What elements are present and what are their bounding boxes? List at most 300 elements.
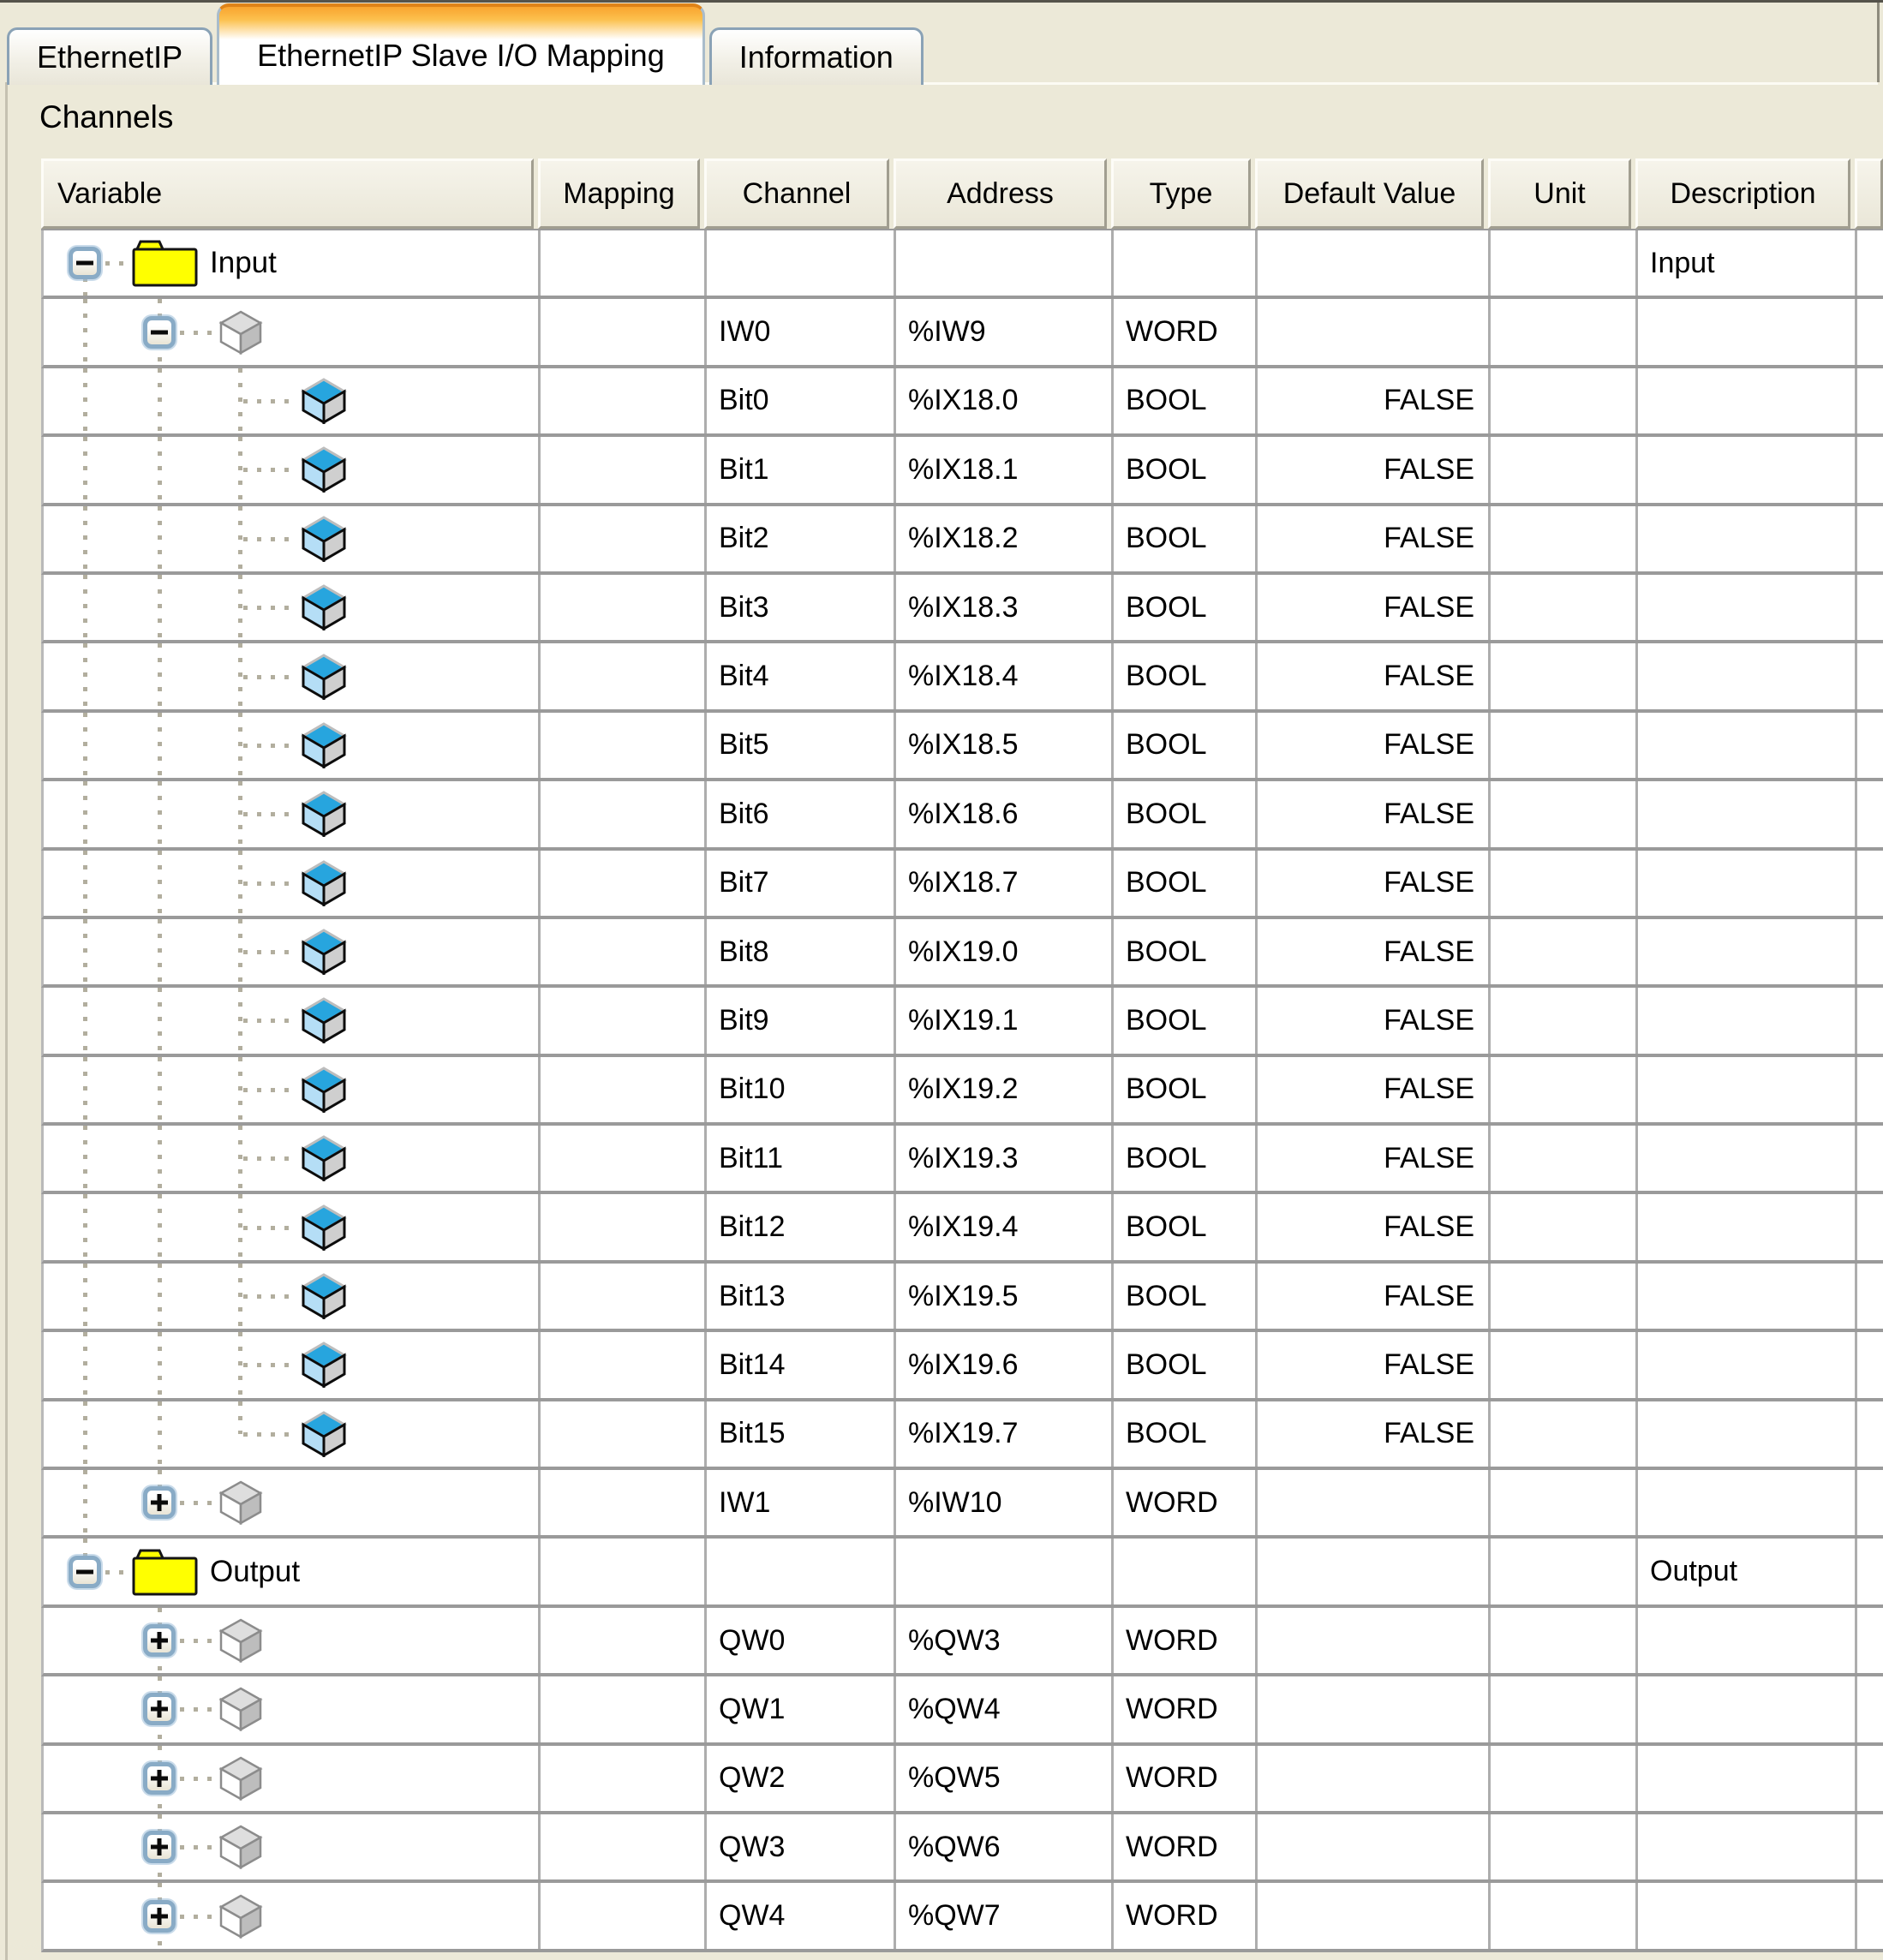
- channel-cell: Bit11: [707, 1126, 896, 1191]
- unit-cell: [1491, 1676, 1638, 1742]
- extra-cell: [1857, 1883, 1883, 1948]
- mapping-cell: [541, 437, 707, 502]
- description-cell: [1638, 299, 1857, 364]
- folder-icon: [131, 238, 200, 296]
- extra-cell: [1857, 1814, 1883, 1879]
- tree-guide-line: [238, 506, 242, 571]
- tree-guide-line: [238, 1057, 242, 1122]
- tree-branch-line: [243, 537, 295, 541]
- extra-cell: [1857, 230, 1883, 296]
- variable-label: Output: [210, 1554, 301, 1588]
- table-row[interactable]: [41, 1057, 1883, 1126]
- tree-guide-line: [158, 1332, 162, 1397]
- mapping-cell: [541, 1608, 707, 1673]
- tree-branch-line: [105, 1570, 125, 1575]
- default-value-cell: FALSE: [1258, 1126, 1491, 1191]
- tree-guide-line: [238, 643, 242, 708]
- type-cell: BOOL: [1114, 1057, 1258, 1122]
- channel-cell: QW1: [707, 1676, 896, 1742]
- type-cell: BOOL: [1114, 1126, 1258, 1191]
- variable-cell: [44, 643, 541, 708]
- mapping-cell: [541, 1057, 707, 1122]
- channel-cell: Bit5: [707, 713, 896, 778]
- address-cell: %IX18.1: [896, 437, 1114, 502]
- tree-branch-line: [105, 261, 125, 266]
- column-header-blank[interactable]: [1855, 158, 1883, 229]
- pane-right-shadow: [1877, 3, 1880, 82]
- table-row[interactable]: [41, 437, 1883, 505]
- tree-guide-line: [83, 1057, 87, 1122]
- tab-ethernetip-slave-i-o-mapping[interactable]: EthernetIP Slave I/O Mapping: [217, 3, 705, 85]
- type-cell: WORD: [1114, 299, 1258, 364]
- tree-branch-line: [243, 1363, 295, 1367]
- extra-cell: [1857, 1194, 1883, 1259]
- default-value-cell: [1258, 1539, 1491, 1604]
- column-header-description[interactable]: Description: [1635, 158, 1850, 229]
- extra-cell: [1857, 1057, 1883, 1122]
- tree-guide-line: [83, 851, 87, 916]
- column-header-unit[interactable]: Unit: [1488, 158, 1631, 229]
- type-cell: BOOL: [1114, 919, 1258, 984]
- default-value-cell: [1258, 1814, 1491, 1879]
- default-value-cell: FALSE: [1258, 713, 1491, 778]
- bit-channel-icon: [301, 1204, 347, 1258]
- unit-cell: [1491, 713, 1638, 778]
- variable-cell: [44, 575, 541, 640]
- variable-cell: [44, 506, 541, 571]
- description-cell: [1638, 1264, 1857, 1329]
- tree-guide-line: [83, 713, 87, 778]
- tree-guide-line: [158, 643, 162, 708]
- tree-branch-line: [180, 1501, 212, 1505]
- variable-cell: [44, 1676, 541, 1742]
- variable-cell: [44, 919, 541, 984]
- variable-cell: [44, 1264, 541, 1329]
- expand-plus-icon[interactable]: [143, 1900, 176, 1933]
- address-cell: %QW3: [896, 1608, 1114, 1673]
- unit-cell: [1491, 1539, 1638, 1604]
- folder-icon: [131, 1547, 200, 1604]
- type-cell: BOOL: [1114, 781, 1258, 846]
- channel-cell: Bit13: [707, 1264, 896, 1329]
- tree-guide-line: [158, 851, 162, 916]
- description-cell: [1638, 1401, 1857, 1467]
- mapping-cell: [541, 988, 707, 1053]
- type-cell: BOOL: [1114, 506, 1258, 571]
- column-header-mapping[interactable]: Mapping: [538, 158, 700, 229]
- table-row[interactable]: [41, 919, 1883, 988]
- table-row[interactable]: [41, 988, 1883, 1056]
- description-cell: [1638, 988, 1857, 1053]
- default-value-cell: FALSE: [1258, 1332, 1491, 1397]
- extra-cell: [1857, 1332, 1883, 1397]
- type-cell: BOOL: [1114, 643, 1258, 708]
- unit-cell: [1491, 1057, 1638, 1122]
- unit-cell: [1491, 1332, 1638, 1397]
- table-row[interactable]: [41, 1883, 1883, 1951]
- table-row[interactable]: [41, 781, 1883, 850]
- bit-channel-icon: [301, 929, 347, 983]
- description-cell: [1638, 575, 1857, 640]
- extra-cell: [1857, 437, 1883, 502]
- table-row[interactable]: [41, 1608, 1883, 1676]
- bit-channel-icon: [301, 1273, 347, 1327]
- default-value-cell: FALSE: [1258, 368, 1491, 433]
- tree-branch-line: [243, 1088, 295, 1092]
- type-cell: BOOL: [1114, 988, 1258, 1053]
- extra-cell: [1857, 368, 1883, 433]
- default-value-cell: [1258, 1608, 1491, 1673]
- tree-guide-line: [158, 988, 162, 1053]
- address-cell: %QW6: [896, 1814, 1114, 1879]
- mapping-cell: [541, 1539, 707, 1604]
- tab-information[interactable]: Information: [709, 27, 924, 85]
- variable-cell: [44, 1814, 541, 1879]
- type-cell: WORD: [1114, 1470, 1258, 1535]
- extra-cell: [1857, 1608, 1883, 1673]
- channel-cell: Bit4: [707, 643, 896, 708]
- unit-cell: [1491, 506, 1638, 571]
- default-value-cell: [1258, 1883, 1491, 1948]
- table-row[interactable]: [41, 1539, 1883, 1607]
- table-row[interactable]: [41, 1746, 1883, 1814]
- default-value-cell: [1258, 1746, 1491, 1811]
- channel-cell: IW0: [707, 299, 896, 364]
- unit-cell: [1491, 1194, 1638, 1259]
- column-header-default-value[interactable]: Default Value: [1255, 158, 1484, 229]
- unit-cell: [1491, 1814, 1638, 1879]
- table-row[interactable]: [41, 1194, 1883, 1263]
- table-row[interactable]: [41, 368, 1883, 437]
- description-cell: [1638, 643, 1857, 708]
- address-cell: [896, 1539, 1114, 1604]
- mapping-cell: [541, 575, 707, 640]
- tree-guide-line: [83, 781, 87, 846]
- default-value-cell: FALSE: [1258, 988, 1491, 1053]
- tree-guide-line: [238, 781, 242, 846]
- column-header-variable[interactable]: Variable: [41, 158, 534, 229]
- column-header-channel[interactable]: Channel: [704, 158, 889, 229]
- description-cell: [1638, 1126, 1857, 1191]
- channel-cell: Bit9: [707, 988, 896, 1053]
- type-cell: [1114, 230, 1258, 296]
- tab-bar: [7, 3, 924, 85]
- tree-guide-line: [238, 437, 242, 502]
- channel-cell: [707, 230, 896, 296]
- tree-guide-line: [158, 506, 162, 571]
- address-cell: %IX19.5: [896, 1264, 1114, 1329]
- table-row[interactable]: [41, 506, 1883, 575]
- word-channel-icon: [218, 1618, 263, 1670]
- tree-guide-line: [83, 575, 87, 640]
- unit-cell: [1491, 919, 1638, 984]
- table-header: [41, 158, 1883, 229]
- bit-channel-icon: [301, 584, 347, 638]
- channel-cell: [707, 1539, 896, 1604]
- table-row[interactable]: [41, 713, 1883, 781]
- tree-branch-line: [243, 468, 295, 472]
- variable-cell: [44, 1470, 541, 1535]
- tree-branch-line: [180, 1845, 212, 1849]
- type-cell: WORD: [1114, 1814, 1258, 1879]
- expand-plus-icon[interactable]: [143, 1486, 176, 1519]
- address-cell: %IX19.4: [896, 1194, 1114, 1259]
- tree-guide-line: [83, 1332, 87, 1397]
- address-cell: %IX18.4: [896, 643, 1114, 708]
- extra-cell: [1857, 1539, 1883, 1604]
- mapping-cell: [541, 713, 707, 778]
- default-value-cell: FALSE: [1258, 851, 1491, 916]
- tree-guide-line: [238, 368, 242, 433]
- tree-guide-line: [83, 1194, 87, 1259]
- tree-guide-line: [158, 1401, 162, 1467]
- description-cell: [1638, 1057, 1857, 1122]
- address-cell: %IX18.0: [896, 368, 1114, 433]
- type-cell: BOOL: [1114, 1401, 1258, 1467]
- tree-guide-line: [83, 506, 87, 571]
- variable-cell: [44, 1332, 541, 1397]
- address-cell: [896, 230, 1114, 296]
- expand-plus-icon[interactable]: [143, 1762, 176, 1795]
- word-channel-icon: [218, 1825, 263, 1877]
- address-cell: %IX18.7: [896, 851, 1114, 916]
- extra-cell: [1857, 575, 1883, 640]
- collapse-minus-icon[interactable]: [143, 316, 176, 349]
- description-cell: [1638, 713, 1857, 778]
- channels-table: [41, 158, 1883, 1952]
- default-value-cell: FALSE: [1258, 506, 1491, 571]
- type-cell: WORD: [1114, 1746, 1258, 1811]
- tree-guide-line: [158, 1126, 162, 1191]
- tree-guide-line: [238, 1126, 242, 1191]
- address-cell: %IX19.3: [896, 1126, 1114, 1191]
- tree-guide-line: [238, 1264, 242, 1329]
- description-cell: [1638, 851, 1857, 916]
- unit-cell: [1491, 1746, 1638, 1811]
- address-cell: %IX19.0: [896, 919, 1114, 984]
- default-value-cell: FALSE: [1258, 643, 1491, 708]
- description-cell: [1638, 506, 1857, 571]
- tree-guide-line: [238, 575, 242, 640]
- table-row[interactable]: [41, 1676, 1883, 1745]
- bit-channel-icon: [301, 1342, 347, 1395]
- table-row[interactable]: [41, 851, 1883, 919]
- tree-guide-line: [158, 437, 162, 502]
- table-row[interactable]: [41, 1332, 1883, 1401]
- word-channel-icon: [218, 1480, 263, 1533]
- channel-cell: QW4: [707, 1883, 896, 1948]
- unit-cell: [1491, 1264, 1638, 1329]
- bit-channel-icon: [301, 1135, 347, 1189]
- unit-cell: [1491, 299, 1638, 364]
- default-value-cell: FALSE: [1258, 437, 1491, 502]
- tree-guide-line: [158, 1194, 162, 1259]
- table-row[interactable]: [41, 1401, 1883, 1470]
- address-cell: %QW5: [896, 1746, 1114, 1811]
- tree-branch-line: [180, 1777, 212, 1781]
- type-cell: BOOL: [1114, 851, 1258, 916]
- channel-cell: Bit7: [707, 851, 896, 916]
- description-cell: [1638, 1883, 1857, 1948]
- description-cell: [1638, 1332, 1857, 1397]
- bit-channel-icon: [301, 997, 347, 1051]
- description-cell: [1638, 437, 1857, 502]
- mapping-cell: [541, 368, 707, 433]
- tree-guide-line: [83, 1470, 87, 1535]
- channel-cell: Bit8: [707, 919, 896, 984]
- mapping-cell: [541, 1470, 707, 1535]
- tree-branch-line: [180, 1707, 212, 1712]
- column-header-address[interactable]: Address: [894, 158, 1107, 229]
- default-value-cell: FALSE: [1258, 575, 1491, 640]
- type-cell: WORD: [1114, 1676, 1258, 1742]
- description-cell: [1638, 919, 1857, 984]
- table-body: [41, 229, 1883, 1952]
- tree-branch-line: [243, 1019, 295, 1023]
- address-cell: %IX18.5: [896, 713, 1114, 778]
- type-cell: BOOL: [1114, 713, 1258, 778]
- tree-guide-line: [83, 368, 87, 433]
- description-cell: [1638, 1470, 1857, 1535]
- default-value-cell: FALSE: [1258, 919, 1491, 984]
- word-channel-icon: [218, 1756, 263, 1808]
- table-row[interactable]: [41, 299, 1883, 368]
- address-cell: %IX18.2: [896, 506, 1114, 571]
- address-cell: %IX19.1: [896, 988, 1114, 1053]
- table-row[interactable]: [41, 230, 1883, 299]
- extra-cell: [1857, 713, 1883, 778]
- description-cell: Input: [1638, 230, 1857, 296]
- address-cell: %IW9: [896, 299, 1114, 364]
- type-cell: WORD: [1114, 1883, 1258, 1948]
- tree-guide-line: [158, 1264, 162, 1329]
- expand-plus-icon[interactable]: [143, 1624, 176, 1657]
- channel-cell: Bit1: [707, 437, 896, 502]
- table-row[interactable]: [41, 1814, 1883, 1883]
- expand-plus-icon[interactable]: [143, 1693, 176, 1725]
- channel-cell: QW2: [707, 1746, 896, 1811]
- extra-cell: [1857, 919, 1883, 984]
- tree-guide-line: [83, 1126, 87, 1191]
- unit-cell: [1491, 988, 1638, 1053]
- unit-cell: [1491, 643, 1638, 708]
- tree-branch-line: [243, 950, 295, 954]
- extra-cell: [1857, 988, 1883, 1053]
- mapping-cell: [541, 919, 707, 984]
- mapping-cell: [541, 1332, 707, 1397]
- mapping-cell: [541, 299, 707, 364]
- extra-cell: [1857, 1401, 1883, 1467]
- expand-plus-icon[interactable]: [143, 1831, 176, 1863]
- unit-cell: [1491, 437, 1638, 502]
- type-cell: BOOL: [1114, 1332, 1258, 1397]
- mapping-cell: [541, 1264, 707, 1329]
- column-header-type[interactable]: Type: [1111, 158, 1251, 229]
- tree-branch-line: [243, 606, 295, 610]
- tree-guide-line: [238, 1194, 242, 1259]
- channel-cell: Bit2: [707, 506, 896, 571]
- variable-cell: [44, 1126, 541, 1191]
- mapping-cell: [541, 1746, 707, 1811]
- word-channel-icon: [218, 310, 263, 362]
- table-row[interactable]: [41, 643, 1883, 712]
- default-value-cell: [1258, 1676, 1491, 1742]
- description-cell: [1638, 1814, 1857, 1879]
- tree-guide-line: [238, 1401, 242, 1434]
- bit-channel-icon: [301, 1067, 347, 1120]
- unit-cell: [1491, 1883, 1638, 1948]
- tree-guide-line: [238, 988, 242, 1053]
- bit-channel-icon: [301, 860, 347, 914]
- default-value-cell: FALSE: [1258, 1194, 1491, 1259]
- bit-channel-icon: [301, 791, 347, 845]
- mapping-cell: [541, 1194, 707, 1259]
- type-cell: WORD: [1114, 1608, 1258, 1673]
- table-row[interactable]: [41, 575, 1883, 643]
- description-cell: [1638, 1746, 1857, 1811]
- extra-cell: [1857, 1470, 1883, 1535]
- address-cell: %IX19.7: [896, 1401, 1114, 1467]
- tree-branch-line: [243, 1226, 295, 1230]
- channel-cell: Bit12: [707, 1194, 896, 1259]
- mapping-cell: [541, 781, 707, 846]
- channel-cell: Bit14: [707, 1332, 896, 1397]
- type-cell: BOOL: [1114, 368, 1258, 433]
- tree-guide-line: [83, 643, 87, 708]
- tree-branch-line: [243, 1294, 295, 1299]
- table-row[interactable]: [41, 1264, 1883, 1332]
- collapse-minus-icon[interactable]: [69, 1556, 101, 1588]
- tab-ethernetip[interactable]: EthernetIP: [7, 27, 212, 85]
- extra-cell: [1857, 1126, 1883, 1191]
- variable-cell: [44, 230, 541, 296]
- unit-cell: [1491, 368, 1638, 433]
- address-cell: %IX19.6: [896, 1332, 1114, 1397]
- unit-cell: [1491, 575, 1638, 640]
- tree-guide-line: [83, 1401, 87, 1467]
- channel-cell: Bit6: [707, 781, 896, 846]
- type-cell: BOOL: [1114, 437, 1258, 502]
- variable-cell: [44, 781, 541, 846]
- tree-guide-line: [158, 781, 162, 846]
- default-value-cell: FALSE: [1258, 1264, 1491, 1329]
- bit-channel-icon: [301, 516, 347, 570]
- table-row[interactable]: [41, 1470, 1883, 1539]
- variable-cell: [44, 1194, 541, 1259]
- tree-guide-line: [238, 919, 242, 984]
- tree-branch-line: [243, 1432, 295, 1437]
- bit-channel-icon: [301, 446, 347, 500]
- variable-cell: [44, 437, 541, 502]
- channel-cell: QW0: [707, 1608, 896, 1673]
- extra-cell: [1857, 1264, 1883, 1329]
- unit-cell: [1491, 1126, 1638, 1191]
- table-row[interactable]: [41, 1126, 1883, 1194]
- tree-branch-line: [243, 881, 295, 886]
- tree-branch-line: [243, 1156, 295, 1161]
- collapse-minus-icon[interactable]: [69, 247, 101, 279]
- mapping-cell: [541, 1814, 707, 1879]
- channel-cell: QW3: [707, 1814, 896, 1879]
- default-value-cell: FALSE: [1258, 1401, 1491, 1467]
- description-cell: [1638, 1676, 1857, 1742]
- default-value-cell: [1258, 299, 1491, 364]
- type-cell: BOOL: [1114, 575, 1258, 640]
- variable-cell: [44, 1608, 541, 1673]
- description-cell: Output: [1638, 1539, 1857, 1604]
- address-cell: %IX19.2: [896, 1057, 1114, 1122]
- extra-cell: [1857, 506, 1883, 571]
